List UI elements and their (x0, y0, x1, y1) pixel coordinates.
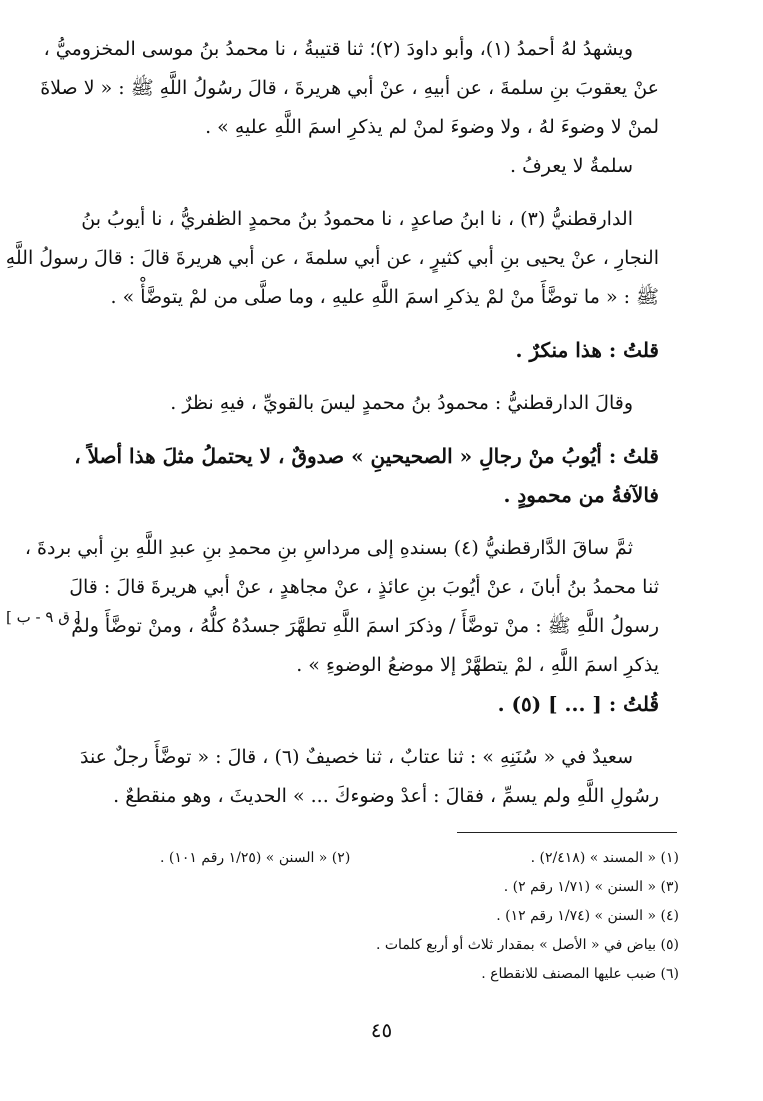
footnote-4: (٤) « السنن » (١/٧٤ رقم ١٢) . (496, 908, 679, 924)
text-line: الدارقطنيُّ (٣) ، نا ابنُ صاعدٍ ، نا محمودُ بنُ محمدٍ الظفريُّ ، نا أيوبُ بنُ (81, 208, 633, 230)
manuscript-folio-note: [ ق ٩ - ب ] (6, 608, 81, 626)
heading-line: فالآفةُ من محمودٍ . (503, 483, 659, 507)
footnote-2: (٢) « السنن » (١/٢٥ رقم ١٠١) . (160, 850, 351, 866)
footnote-6: (٦) ضبب عليها المصنف للانقطاع . (481, 966, 679, 982)
text-line: ثنا محمدُ بنُ أبانَ ، عنْ أيُوبَ بنِ عائذٍ ، عنْ مجاهدٍ ، عنْ أبي هريرةَ قالَ : قالَ (69, 576, 659, 598)
footnote-divider (457, 832, 677, 833)
text-line: يذكرِ اسمَ اللَّهِ ، لمْ يتطهَّرْ إلا موضعُ الوضوءِ » . (296, 654, 659, 676)
text-line: رسولُ اللَّهِ ﷺ : منْ توضَّأَ / وذكرَ اسمَ اللَّهِ تطهَّرَ جسدُهُ كلُّهُ ، ومنْ توضَّأَ ولمْ (71, 615, 659, 637)
text-line: لمنْ لا وضوءَ لهُ ، ولا وضوءَ لمنْ لم يذكرِ اسمَ اللَّهِ عليهِ » . (205, 116, 659, 138)
footnote-row (160, 844, 679, 873)
heading-line: قلتُ : هذا منكرٌ . (515, 338, 659, 362)
text-line: سلمةُ لا يعرفُ . (509, 155, 633, 177)
footnote-5: (٥) بياض في « الأصل » بمقدار ثلاث أو أربع كلمات . (375, 937, 679, 953)
page-number: ٤٥ (370, 1018, 393, 1042)
text-line: وقالَ الدارقطنيُّ : محمودُ بنُ محمدٍ ليسَ بالقويِّ ، فيهِ نظرٌ . (170, 392, 633, 414)
text-line: ثمَّ ساقَ الدَّارقطنيُّ (٤) بسندهِ إلى مرداسِ بنِ محمدِ بنِ عبدِ اللَّهِ بنِ أبي بردةَ ، (24, 537, 633, 559)
heading-line: قُلتُ : [ ... ] (٥) . (497, 692, 659, 716)
text-line: النجارِ ، عنْ يحيى بنِ أبي كثيرٍ ، عن أبي سلمةَ ، عن أبي هريرةَ قالَ : قالَ رسولُ اللَّهِ (5, 247, 659, 269)
text-line: ويشهدُ لهُ أحمدُ (١)، وأبو داودَ (٢)؛ ثنا قتيبةُ ، نا محمدُ بنُ موسى المخزوميُّ ، (43, 38, 633, 60)
text-line: عنْ يعقوبَ بنِ سلمةَ ، عن أبيهِ ، عنْ أبي هريرةَ ، قالَ رسُولُ اللَّهِ ﷺ : « لا صلاةَ (40, 77, 659, 99)
footnote-3: (٣) « السنن » (١/٧١ رقم ٢) . (503, 879, 679, 895)
text-line: سعيدٌ في « سُنَنِهِ » : ثنا عتابٌ ، ثنا خصيفٌ (٦) ، قالَ : « توضَّأَ رجلٌ عندَ (79, 746, 633, 768)
heading-line: قلتُ : أيُوبُ منْ رجالِ « الصحيحينِ » صدوقٌ ، لا يحتملُ مثلَ هذا أصلاً ، (74, 444, 659, 468)
footnotes (160, 844, 679, 989)
text-line: رسُولِ اللَّهِ ولم يسمِّ ، فقالَ : أعدْ وضوءكَ ... » الحديثَ ، وهو منقطعٌ . (113, 785, 659, 807)
text-line: ﷺ : « ما توضَّأَ منْ لمْ يذكرِ اسمَ اللَّهِ عليهِ ، وما صلَّى من لمْ يتوضَّأْ » . (110, 286, 659, 308)
footnote-1: (١) « المسند » (٢/٤١٨) . (530, 850, 679, 866)
